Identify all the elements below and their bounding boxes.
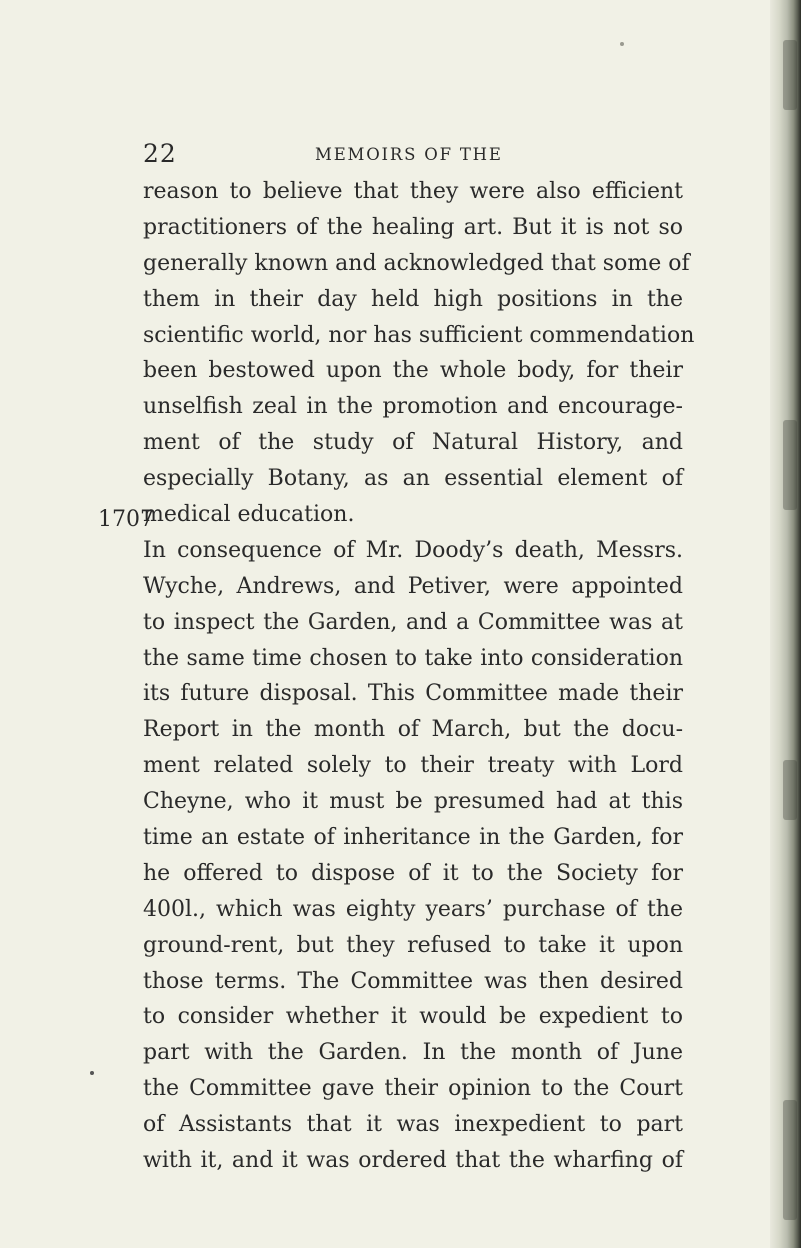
running-head: MEMOIRS OF THE: [315, 145, 503, 164]
text-line: its future disposal. This Committee made their: [143, 681, 683, 707]
margin-year: 1707: [98, 507, 154, 532]
page-header: [143, 137, 743, 171]
text-line: he offered to dispose of it to the Society for: [143, 860, 683, 886]
text-line: unselfish zeal in the promotion and encourage-: [143, 394, 683, 420]
text-line: reason to believe that they were also efficient: [143, 179, 683, 204]
text-line: the Committee gave their opinion to the Court: [143, 1076, 683, 1102]
edge-shadow: [783, 1100, 797, 1220]
text-line: to inspect the Garden, and a Committee was at: [143, 609, 683, 635]
text-line: ground-rent, but they refused to take it upon: [143, 932, 683, 958]
text-line: scientific world, nor has sufficient commendation: [143, 322, 695, 348]
text-line: In consequence of Mr. Doody’s death, Messrs.: [143, 537, 683, 563]
body-text: [143, 174, 695, 1179]
page-binding-edge: [770, 0, 801, 1248]
text-line: Cheyne, who it must be presumed had at this: [143, 789, 683, 815]
text-line: generally known and acknowledged that some of: [143, 250, 690, 276]
text-line: them in their day held high positions in the: [143, 286, 683, 312]
text-line: the same time chosen to take into consideration: [143, 645, 683, 671]
text-line: ment of the study of Natural History, and: [143, 430, 683, 456]
text-line: Report in the month of March, but the docu-: [143, 717, 683, 743]
text-line: 400l., which was eighty years’ purchase of the: [143, 896, 683, 922]
text-line: time an estate of inheritance in the Garden, for: [143, 825, 683, 851]
text-line: with it, and it was ordered that the wharfing of: [143, 1148, 683, 1174]
text-line: practitioners of the healing art. But it is not so: [143, 214, 683, 240]
text-line: Wyche, Andrews, and Petiver, were appointed: [143, 573, 683, 599]
page-speck: [90, 1071, 94, 1075]
page-speck: [620, 42, 624, 46]
text-line: especially Botany, as an essential element of: [143, 466, 683, 492]
edge-shadow: [783, 40, 797, 110]
text-line: of Assistants that it was inexpedient to part: [143, 1112, 683, 1138]
page-number: 22: [143, 139, 177, 168]
edge-shadow: [783, 760, 797, 820]
text-line: part with the Garden. In the month of June: [143, 1040, 683, 1066]
text-line: ment related solely to their treaty with Lord: [143, 753, 683, 779]
text-line: medical education.: [143, 502, 355, 528]
text-line: to consider whether it would be expedient to: [143, 1004, 683, 1030]
text-line: been bestowed upon the whole body, for their: [143, 358, 683, 384]
edge-shadow: [783, 420, 797, 510]
text-line: those terms. The Committee was then desired: [143, 968, 683, 994]
